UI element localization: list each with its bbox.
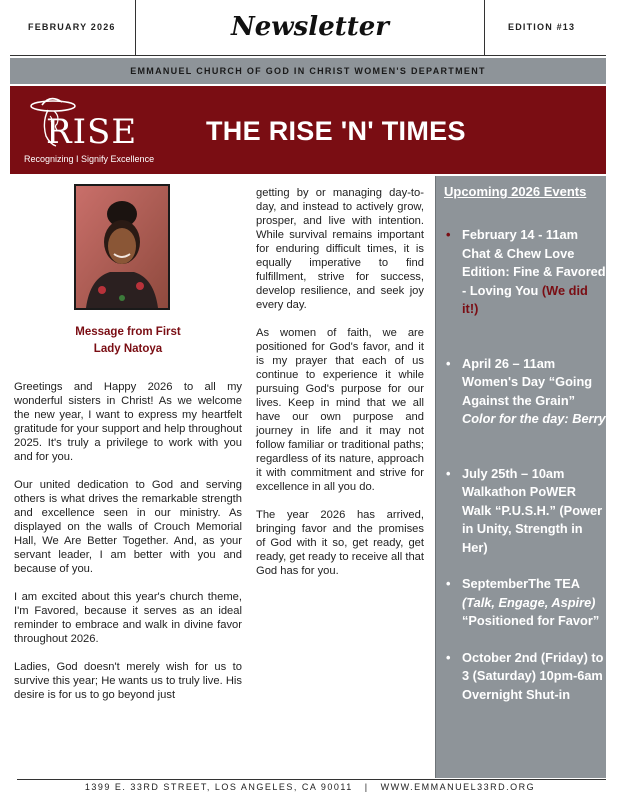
rise-logo [16,92,206,168]
article-body-left [14,380,242,702]
org-banner: EMMANUEL CHURCH OF GOD IN CHRIST WOMEN'S DEPARTMENT [10,58,606,84]
paragraph: I am excited about this year's church theme, I'm Favored, because it serves as an ideal reminder to embrace and walk in divine favor throughout 2026. [14,591,242,645]
bullet-icon: • [446,355,451,371]
title-banner [10,86,606,174]
event-note: (We did it!) [462,282,588,316]
event-item: • October 2nd (Friday) to 3 (Saturday) 10pm-6am Overnight Shut-in [446,649,604,702]
footer [0,782,620,792]
event-item: • SeptemberThe TEA (Talk, Engage, Aspire) “Positioned for Favor” [446,576,600,628]
footer-website: WWW.EMMANUEL33RD.ORG [380,782,536,792]
bullet-icon: • [446,576,451,591]
event-item: • April 26 – 11am Women's Day “Going Against the Grain” Color for the day: Berry [446,355,606,426]
bullet-icon: • [446,465,451,481]
paragraph: The year 2026 has arrived, bringing favor and the promises of God with it so, get ready, get ready, get ready to receive all that God has for you. [256,509,424,577]
photo-caption: Message from First Lady Natoya [75,326,181,355]
issue-date: FEBRUARY 2026 [28,22,116,32]
paragraph: Greetings and Happy 2026 to all my wonderful sisters in Christ! As we welcome the new year, I want to express my heartfelt gratitude for your support and help throughout 2025. It's truly a privilege to work with you and for you. [14,381,242,463]
article-column-middle [256,186,424,592]
footer-rule [17,779,606,780]
edition-number: EDITION #13 [508,22,576,32]
event-note: (Talk, Engage, Aspire) [462,594,596,610]
first-lady-photo [74,184,170,310]
paragraph: Ladies, God doesn't merely wish for us to survive this year; He wants us to truly live. His desire is for us to go beyond just [14,661,242,701]
portrait-image [76,186,168,308]
footer-separator: | [364,782,369,792]
events-sidebar [435,176,606,778]
paragraph: getting by or managing day-to-day, and instead to actively grow, prosper, and live with intention. While survival remains important for enduring difficult times, it is equally imperative to find fulfillment, strive for success, develop resilience, and seek joy every day. [256,187,424,311]
newsletter-title: Newsletter [230,12,389,42]
logo-wordmark: RISE [46,112,138,152]
bullet-icon: • [446,227,451,242]
bullet-icon: • [446,649,451,665]
article-column-left [14,184,242,716]
event-item: • February 14 - 11am Chat & Chew Love Edition: Fine & Favored - Loving You (We did it!) [446,227,606,316]
footer-address: 1399 E. 33RD STREET, LOS ANGELES, CA 90011 [84,782,353,792]
logo-tagline: Recognizing I Signify Excellence [24,154,155,164]
events-title: Upcoming 2026 Events [444,184,587,199]
event-item: • July 25th – 10am Walkathon PoWER Walk “P.U.S.H.” (Power in Unity, Strength in Her) [446,465,603,555]
masthead [10,0,606,56]
banner-title: THE RISE 'N' TIMES [206,116,466,146]
events-list [446,226,606,704]
event-note: Color for the day: Berry [462,411,606,426]
paragraph: As women of faith, we are positioned for God's favor, and it is my prayer that each of us continue to experience it while pursuing God's purpose for our lives. Keep in mind that we all have our own purpose and journey in life and it may not follow familiar or traditional paths; regardless of its nature, approach it with commitment and strive for excellence in all you do. [256,327,424,493]
paragraph: Our united dedication to God and serving others is what drives the remarkable strength and excellence seen in our ministry. As displayed on the walls of Crouch Memorial Hall, We Are Better Together. And, as your servant leader, I am better with you and because of you. [14,479,242,575]
